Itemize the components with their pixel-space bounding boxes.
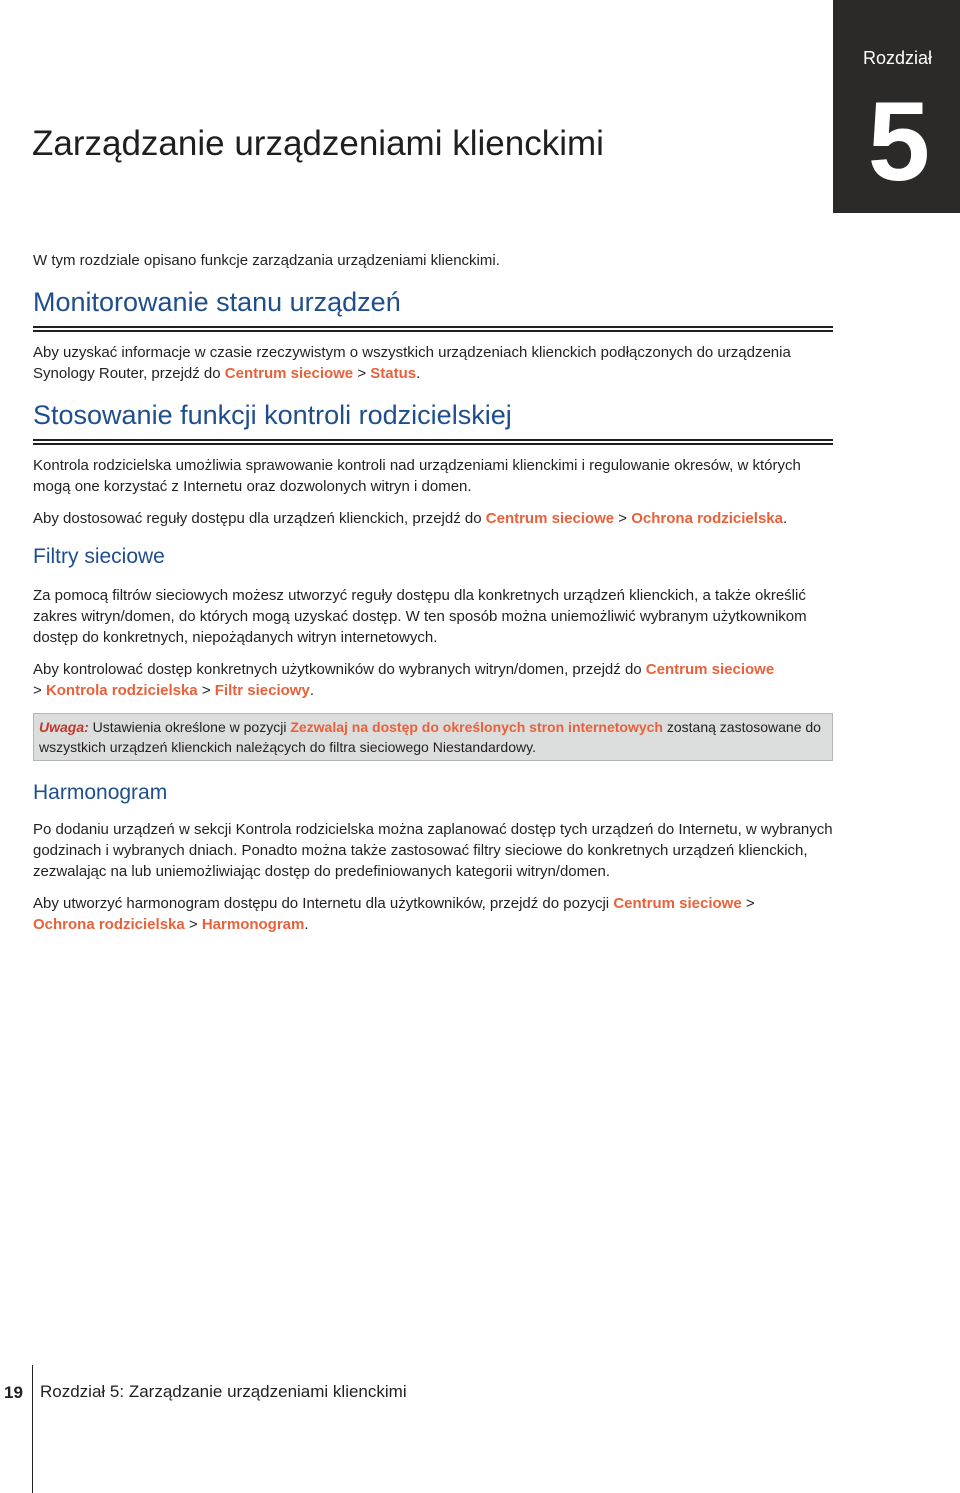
note-label: Uwaga: <box>39 719 89 735</box>
page-content <box>33 250 833 935</box>
chapter-title: Zarządzanie urządzeniami klienckimi <box>32 124 604 163</box>
link-kontrola-rodzicielska[interactable]: Kontrola rodzicielska <box>45 682 198 699</box>
link-zezwalaj-na-dostep[interactable]: Zezwalaj na dostęp do określonych stron internetowych <box>290 719 663 735</box>
chapter-number: 5 <box>867 79 930 204</box>
link-centrum-sieciowe[interactable]: Centrum sieciowe <box>224 365 354 382</box>
schedule-paragraph-1: Po dodaniu urządzeń w sekcji Kontrola rodzicielska można zaplanować dostęp tych urządzeń do Internetu, w wybranych godzinach i wybranych dniach. Ponadto można także zastosować filtry sieciowe do konkretnych urządzeń klienckich, zezwalając na lub uniemożliwiając dostęp do predefiniowanych kategorii witryn/domen. <box>33 821 833 880</box>
footer-chapter-text: Rozdział 5: Zarządzanie urządzeniami klienckimi <box>40 1382 407 1401</box>
section-heading-monitor: Monitorowanie stanu urządzeń <box>33 287 401 317</box>
link-centrum-sieciowe[interactable]: Centrum sieciowe <box>613 895 742 912</box>
chapter-label: Rozdział <box>862 48 932 68</box>
schedule-paragraph-2: Aby utworzyć harmonogram dostępu do Internetu dla użytkowników, przejdź do pozycji Centrum sieciowe > Ochrona rodzicielska > Harmonogram. <box>33 895 755 933</box>
parental-paragraph-1: Kontrola rodzicielska umożliwia sprawowanie kontroli nad urządzeniami klienckimi i regulowanie okresów, w których mogą one korzystać z Internetu oraz dozwolonych witryn i domen. <box>33 457 801 495</box>
link-harmonogram[interactable]: Harmonogram <box>201 916 305 933</box>
parental-paragraph-2: Aby dostosować reguły dostępu dla urządzeń klienckich, przejdź do Centrum sieciowe > Ochrona rodzicielska. <box>33 510 788 527</box>
footer-page-number: 19 <box>4 1383 23 1402</box>
filters-paragraph-2: Aby kontrolować dostęp konkretnych użytkowników do wybranych witryn/domen, przejdź do Centrum sieciowe > Kontrola rodzicielska > Filtr sieciowy. <box>33 661 775 699</box>
section-heading-parental: Stosowanie funkcji kontroli rodzicielskiej <box>33 400 512 430</box>
chapter-tab <box>833 0 960 213</box>
link-status[interactable]: Status <box>370 365 417 382</box>
monitor-paragraph: Aby uzyskać informacje w czasie rzeczywistym o wszystkich urządzeniach klienckich podłączonych do urządzenia Synology Router, przejdź do Centrum sieciowe > Status. <box>33 344 791 382</box>
note-box: Uwaga: Ustawienia określone w pozycji Zezwalaj na dostęp do określonych stron internetowych zostaną zastosowane do wszystkich urządzeń klienckich należących do filtra sieciowego Niestandardowy. <box>33 713 833 761</box>
heading-rule <box>33 326 833 332</box>
footer-divider <box>32 1365 33 1493</box>
link-centrum-sieciowe[interactable]: Centrum sieciowe <box>485 510 615 527</box>
link-ochrona-rodzicielska[interactable]: Ochrona rodzicielska <box>631 510 783 527</box>
intro-paragraph: W tym rozdziale opisano funkcje zarządzania urządzeniami klienckimi. <box>33 252 500 269</box>
link-ochrona-rodzicielska[interactable]: Ochrona rodzicielska <box>33 916 185 933</box>
subsection-heading-filters: Filtry sieciowe <box>33 545 165 568</box>
heading-rule <box>33 439 833 445</box>
filters-paragraph-1: Za pomocą filtrów sieciowych możesz utworzyć reguły dostępu dla konkretnych urządzeń klienckich, a także określić zakres witryn/domen, do których mogą uzyskać dostęp. W ten sposób można uniemożliwić wybranym użytkownikom dostęp do konkretnych, niepożądanych witryn internetowych. <box>33 587 807 646</box>
link-filtr-sieciowy[interactable]: Filtr sieciowy <box>214 682 310 699</box>
subsection-heading-schedule: Harmonogram <box>33 781 168 804</box>
link-centrum-sieciowe[interactable]: Centrum sieciowe <box>645 661 775 678</box>
